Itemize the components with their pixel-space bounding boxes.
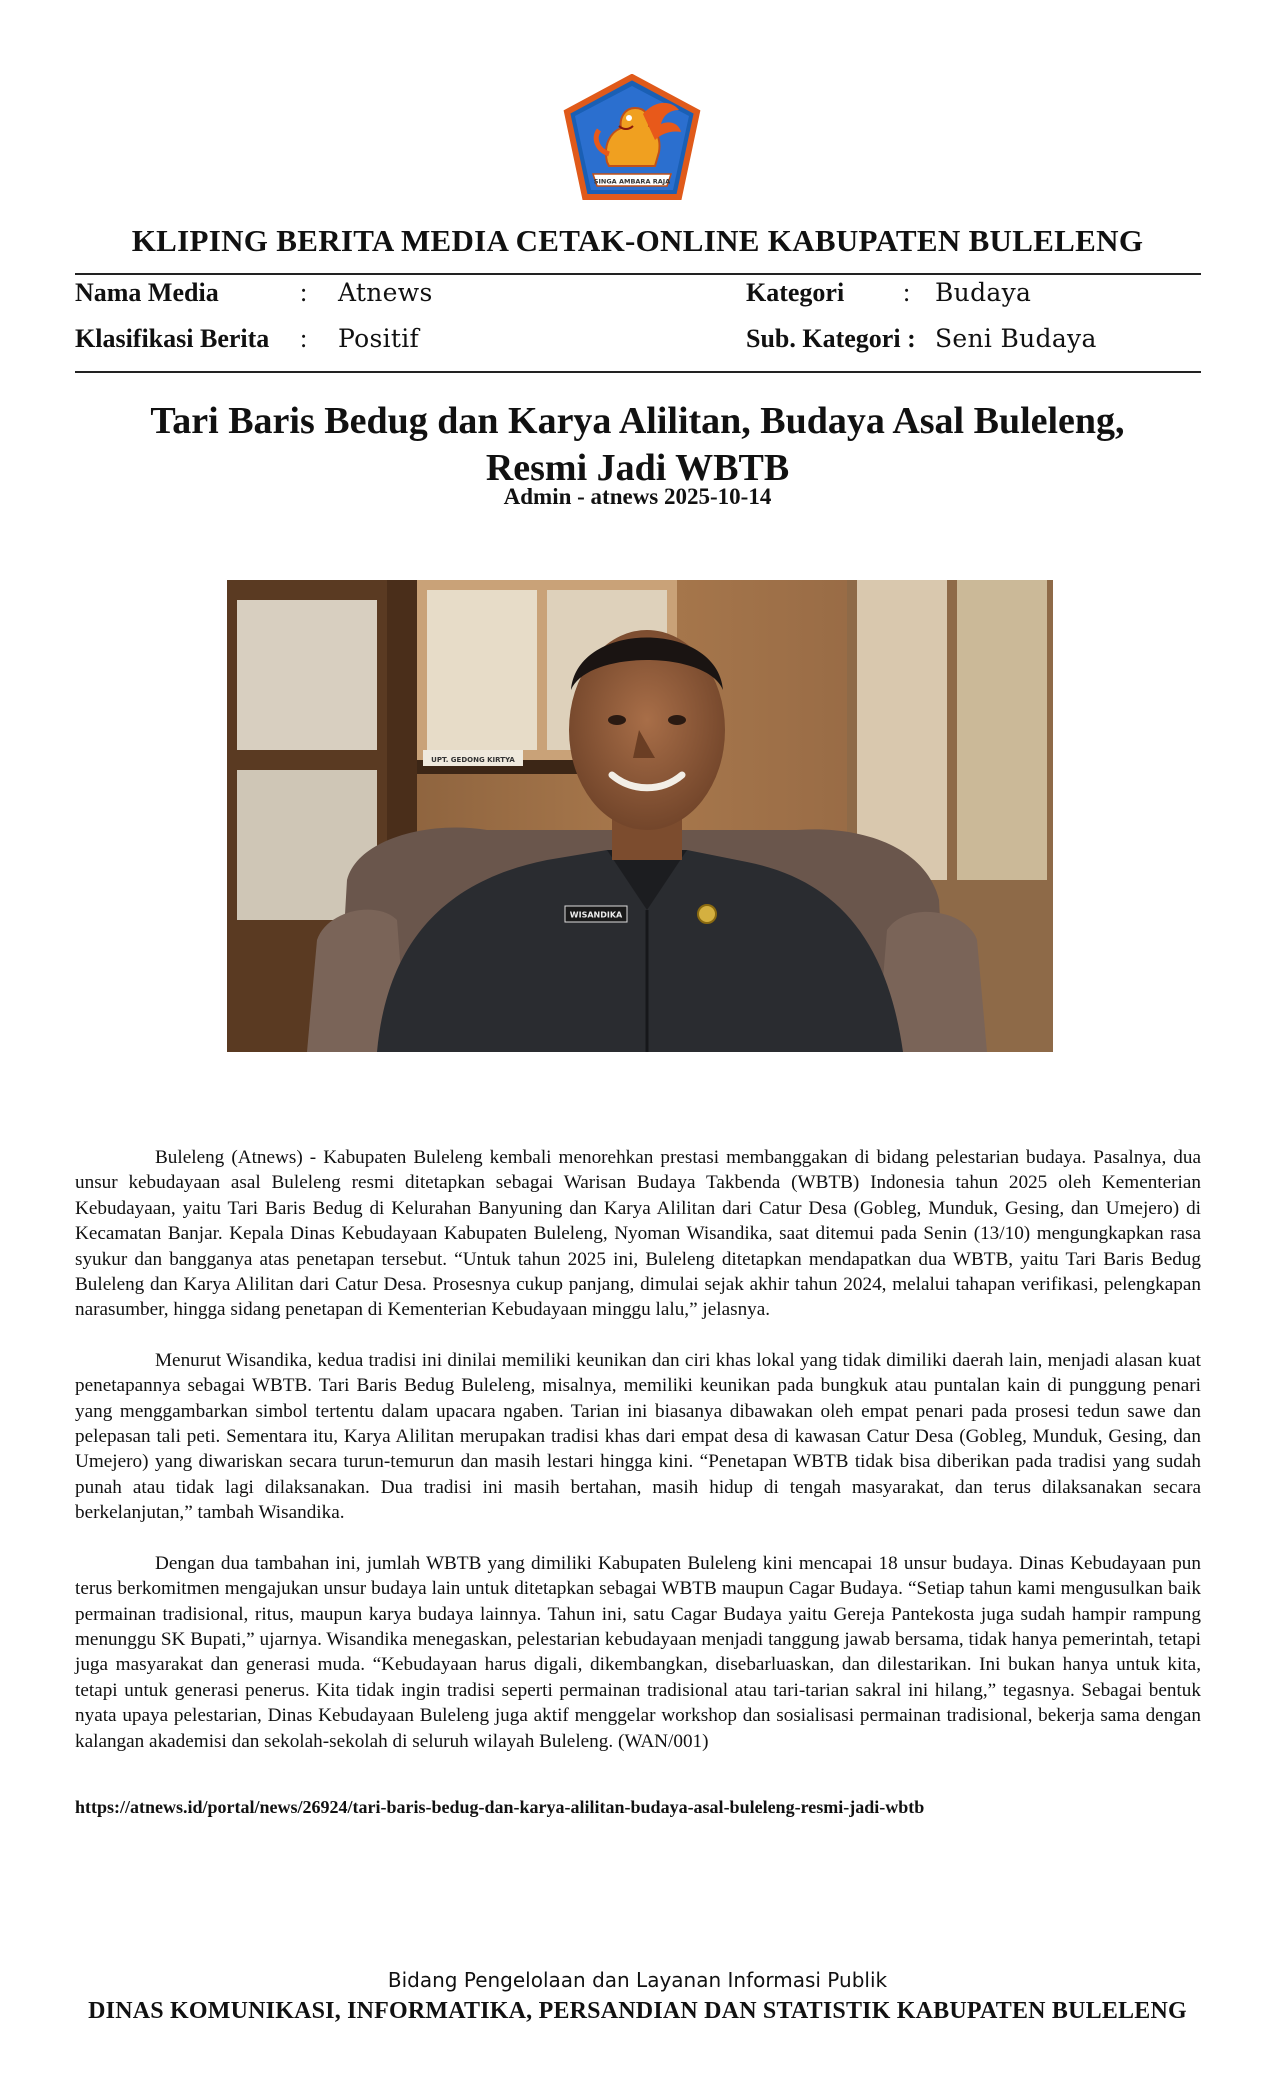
- source-url-link[interactable]: https://atnews.id/portal/news/26924/tari-baris-bedug-dan-karya-alilitan-budaya-asal-buleleng-resmi-jadi-wbtb: [75, 1797, 925, 1817]
- article-photo: [227, 580, 1053, 1052]
- top-divider: [75, 273, 1201, 275]
- meta-row-klasifikasi: [0, 324, 1275, 364]
- sub-kategori-label: Sub. Kategori :: [746, 324, 916, 353]
- article-byline: Admin - atnews 2025-10-14: [503, 484, 772, 509]
- media-label: Nama Media: [75, 278, 219, 307]
- klasifikasi-colon: :: [300, 324, 308, 353]
- media-colon: :: [300, 278, 308, 307]
- article-title: [0, 398, 1275, 492]
- klasifikasi-label: Klasifikasi Berita: [75, 324, 270, 353]
- article-paragraph: Dengan dua tambahan ini, jumlah WBTB yang dimiliki Kabupaten Buleleng kini mencapai 18 unsur budaya. Dinas Kebudayaan pun terus berkomitmen mengajukan unsur budaya lain untuk ditetapkan sebagai WBTB maupun Cagar Budaya. “Setiap tahun kami mengusulkan baik permainan tradisional, ritus, maupun karya budaya lainnya. Tahun ini, satu Cagar Budaya yaitu Gereja Pantekosta juga sudah hampir rampung menunggu SK Bupati,” ujarnya. Wisandika menegaskan, pelestarian kebudayaan menjadi tanggung jawab bersama, tidak hanya pemerintah, tetapi juga masyarakat dan generasi muda. “Kebudayaan harus digali, dikembangkan, disebarluaskan, dan dilestarikan. Ini bukan hanya untuk kita, tetapi untuk generasi penerus. Kita tidak ingin tradisi seperti permainan tradisional atau tari-tarian sakral ini hilang,” tegasnya. Sebagai bentuk nyata upaya pelestarian, Dinas Kebudayaan Buleleng juga aktif menggelar workshop dan sosialisasi permainan tradisional, bekerja sama dengan kalangan akademisi dan sekolah-sekolah di seluruh wilayah Buleleng. (WAN/001): [75, 1552, 1201, 1752]
- article-body: [75, 1145, 1201, 1779]
- footer-agency: DINAS KOMUNIKASI, INFORMATIKA, PERSANDIAN DAN STATISTIK KABUPATEN BULELENG: [88, 1998, 1187, 2024]
- article-title-line1: Tari Baris Bedug dan Karya Alilitan, Budaya Asal Buleleng,: [150, 400, 1125, 442]
- kategori-colon: :: [903, 278, 911, 307]
- article-paragraph: Buleleng (Atnews) - Kabupaten Buleleng kembali menorehkan prestasi membanggakan di bidang pelestarian budaya. Pasalnya, dua unsur kebudayaan asal Buleleng resmi ditetapkan sebagai Warisan Budaya Takbenda (WBTB) Indonesia tahun 2025 oleh Kementerian Kebudayaan, yaitu Tari Baris Bedug di Kelurahan Banyuning dan Karya Alilitan dari Catur Desa (Gobleg, Munduk, Gesing, dan Umejero) di Kecamatan Banjar. Kepala Dinas Kebudayaan Kabupaten Buleleng, Nyoman Wisandika, saat ditemui pada Senin (13/10) mengungkapkan rasa syukur dan bangganya atas penetapan tersebut. “Untuk tahun 2025 ini, Buleleng ditetapkan mendapatkan dua WBTB, yaitu Tari Baris Bedug Buleleng dan Karya Alilitan dari Catur Desa. Prosesnya cukup panjang, dimulai sejak akhir tahun 2024, melalui tahapan verifikasi, pelengkapan narasumber, hingga sidang penetapan di Kementerian Kebudayaan minggu lalu,” jelasnya.: [75, 1147, 1201, 1321]
- buleleng-regency-emblem-icon: [563, 74, 701, 200]
- meta-divider: [75, 371, 1201, 373]
- footer-department: Bidang Pengelolaan dan Layanan Informasi Publik: [387, 1968, 888, 1992]
- sub-kategori-value: Seni Budaya: [935, 324, 1097, 353]
- article-title-line2: Resmi Jadi WBTB: [485, 447, 790, 489]
- article-paragraph: Menurut Wisandika, kedua tradisi ini dinilai memiliki keunikan dan ciri khas lokal yang tidak dimiliki daerah lain, menjadi alasan kuat penetapannya sebagai WBTB. Tari Baris Bedug Buleleng, misalnya, memiliki keunikan pada bungkuk atau puntalan kain di punggung penari yang menggambarkan simbol tertentu dalam upacara ngaben. Tarian ini biasanya dibawakan oleh empat penari pada prosesi tedun sawe dan pelepasan tali peti. Sementara itu, Karya Alilitan merupakan tradisi khas dari empat desa di kawasan Catur Desa (Gobleg, Munduk, Gesing, dan Umejero) yang diwariskan secara turun-temurun dan masih lestari hingga kini. “Penetapan WBTB tidak bisa diberikan pada tradisi yang sudah punah atau tidak lagi dilaksanakan. Dua tradisi ini masih bertahan, masih hidup di tengah masyarakat, dan terus dilaksanakan secara berkelanjutan,” tambah Wisandika.: [75, 1349, 1201, 1524]
- shelf-label: UPT. GEDONG KIRTYA: [431, 756, 515, 764]
- name-tag: WISANDIKA: [569, 910, 623, 920]
- meta-row-media: [0, 278, 1275, 318]
- page-title: KLIPING BERITA MEDIA CETAK-ONLINE KABUPATEN BULELENG: [131, 223, 1144, 258]
- kategori-value: Budaya: [935, 278, 1032, 307]
- klasifikasi-value: Positif: [338, 324, 420, 353]
- emblem-motto: SINGA AMBARA RAJA: [593, 177, 671, 186]
- media-value: Atnews: [338, 278, 433, 307]
- kategori-label: Kategori: [746, 278, 845, 307]
